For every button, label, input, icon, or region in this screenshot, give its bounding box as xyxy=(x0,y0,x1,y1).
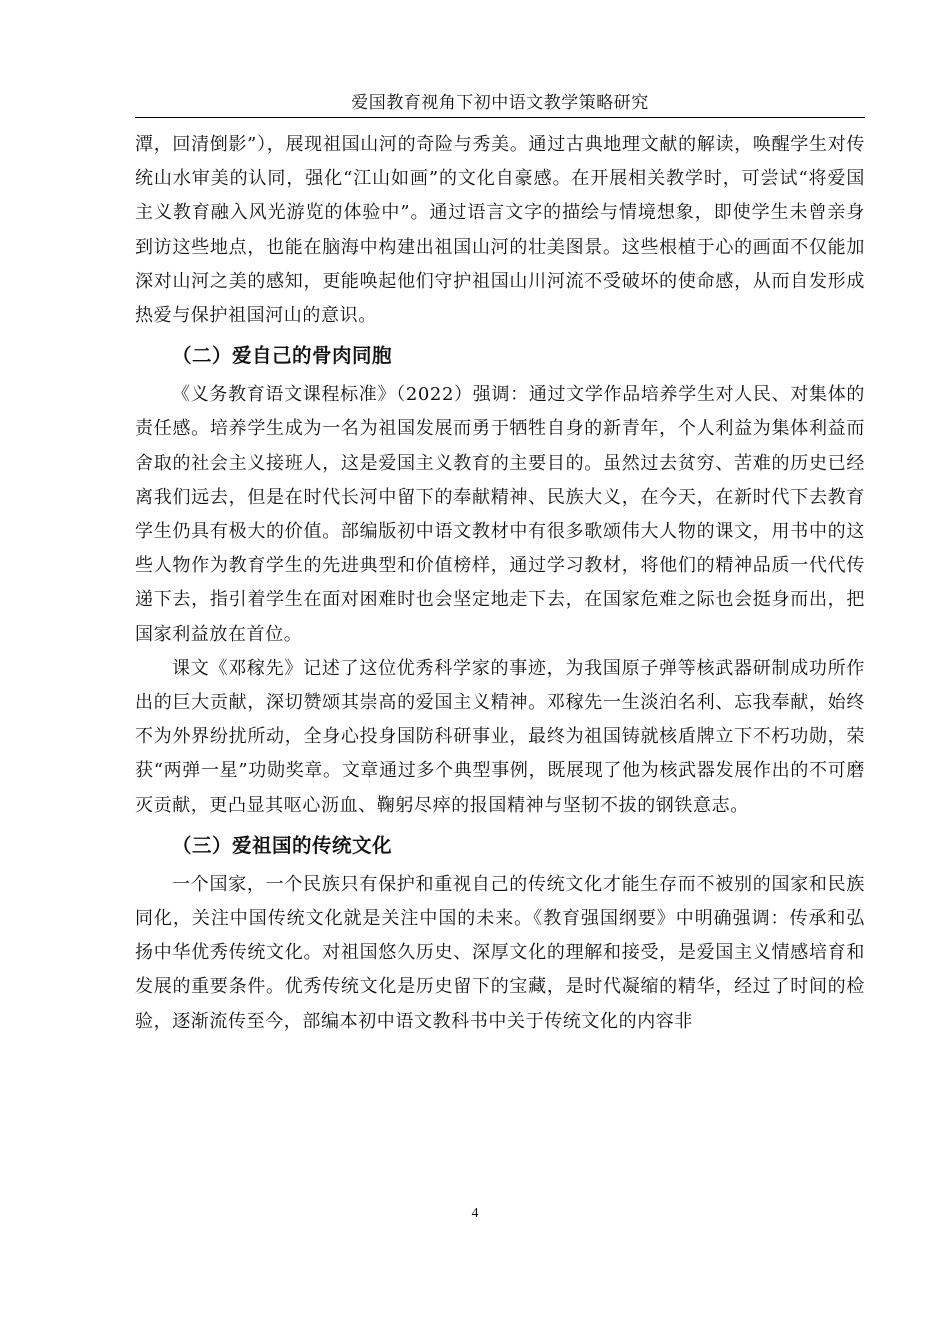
running-header-title: 爱国教育视角下初中语文教学策略研究 xyxy=(351,93,649,113)
paragraph-deng-jiaxian: 课文《邓稼先》记述了这位优秀科学家的事迹，为我国原子弹等核武器研制成功所作出的巨大贡献，深切赞颂其崇高的爱国主义精神。邓稼先一生淡泊名利、忘我奉献，始终不为外界纷扰所动，全身心投身国防科研事业，最终为祖国铸就核盾牌立下不朽功勋，荣获“两弹一星”功勋奖章。文章通过多个典型事例，既展现了他为核武器发展作出的不可磨灭贡献，更凸显其呕心沥血、鞠躬尽瘁的报国精神与坚韧不拔的钢铁意志。 xyxy=(135,657,865,816)
paragraph-landscape-continuation: 潭，回清倒影”），展现祖国山河的奇险与秀美。通过古典地理文献的解读，唤醒学生对传统山水审美的认同，强化“江山如画”的文化自豪感。在开展相关教学时，可尝试“将爱国主义教育融入风光游览的体验中”。通过语言文字的描绘与情境想象，即使学生未曾亲身到访这些地点，也能在脑海中构建出祖国山河的壮美图景。这些根植于心的画面不仅能加深对山河之美的感知，更能唤起他们守护祖国山川河流不受破坏的使命感，从而自发形成热爱与保护祖国河山的意识。 xyxy=(135,134,865,327)
section-heading-compatriots: （二）爱自己的骨肉同胞 xyxy=(172,344,393,368)
section-heading-traditional-culture: （三）爱祖国的传统文化 xyxy=(172,833,393,857)
paragraph-curriculum-standard: 《义务教育语文课程标准》（2022）强调：通过文学作品培养学生对人民、对集体的责任感。培养学生成为一名为祖国发展而勇于牺牲自身的新青年，个人利益为集体利益而舍取的社会主义接班人，这是爱国主义教育的主要目的。虽然过去贫穷、苦难的历史已经离我们远去，但是在时代长河中留下的奉献精神、民族大义，在今天，在新时代下去教育学生仍具有极大的价值。部编版初中语文教材中有很多歌颂伟大人物的课文，用书中的这些人物作为教育学生的先进典型和价值榜样，通过学习教材，将他们的精神品质一代代传递下去，指引着学生在面对困难时也会坚定地走下去，在国家危难之际也会挺身而出，把国家利益放在首位。 xyxy=(135,384,865,645)
page-body xyxy=(135,128,865,1039)
paragraph-traditional-culture: 一个国家，一个民族只有保护和重视自己的传统文化才能生存而不被别的国家和民族同化，关注中国传统文化就是关注中国的未来。《教育强国纲要》中明确强调：传承和弘扬中华优秀传统文化。对祖国悠久历史、深厚文化的理解和接受，是爱国主义情感培育和发展的重要条件。优秀传统文化是历史留下的宝藏，是时代凝缩的精华，经过了时间的检验，逐渐流传至今，部编本初中语文教科书中关于传统文化的内容非 xyxy=(135,873,865,1032)
header-divider xyxy=(135,117,865,118)
page-number: 4 xyxy=(471,1206,479,1221)
